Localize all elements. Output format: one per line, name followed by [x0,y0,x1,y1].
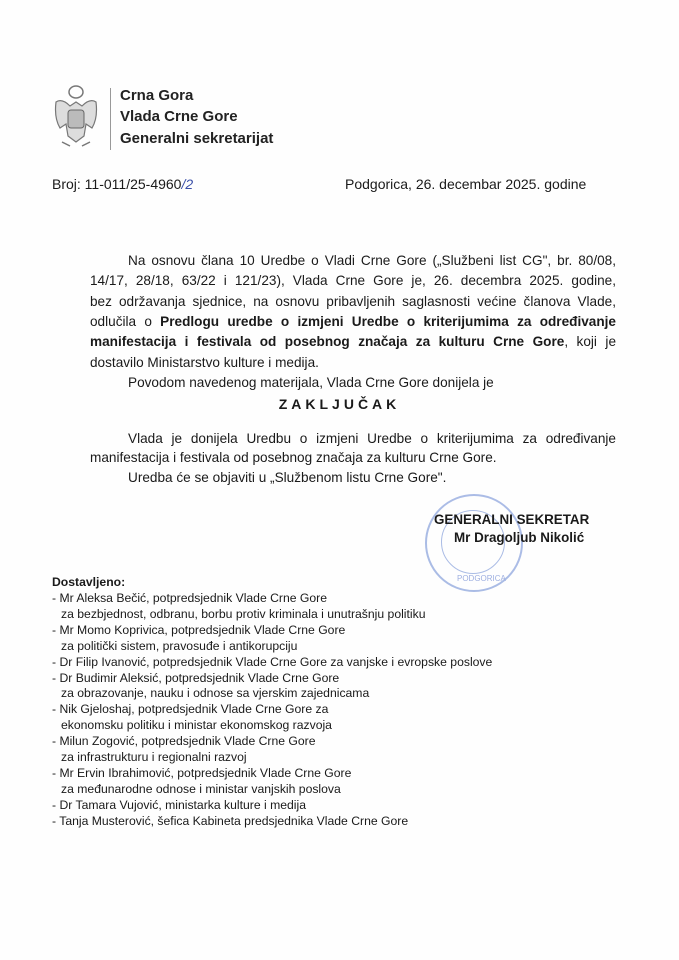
intro-line [90,253,616,268]
distribution-item: za obrazovanje, nauku i odnose sa vjerskim zajednicama [61,686,370,701]
intro-text: dostavilo Ministarstvo kulture i medija. [90,355,319,370]
distribution-heading: Dostavljeno: [52,575,126,589]
intro-line [90,314,616,329]
intro-text: odlučila o [90,314,161,329]
distribution-item: - Dr Filip Ivanović, potpredsjednik Vlade Crne Gore za vanjske i evropske poslove [52,654,493,669]
reference-number: Broj: 11-011/25-4960/2 [52,176,194,192]
header-divider [110,88,111,150]
coat-of-arms-icon [52,84,100,148]
distribution-item: za bezbjednost, odbranu, borbu protiv kriminala i unutrašnju politiku [61,606,426,621]
conclusion-line: Vlada je donijela Uredbu o izmjeni Uredbe o kriterijumima za određivanje [128,431,616,446]
distribution-item: - Dr Tamara Vujović, ministarka kulture i medija [52,797,306,812]
intro-text: bez održavanja sjednice, na osnovu pribavljenih saglasnosti većine članova Vlade, [90,294,616,309]
header-office: Generalni sekretarijat [120,130,274,147]
document-title: ZAKLJUČAK [278,396,401,412]
header-government: Vlada Crne Gore [120,108,238,125]
conclusion-line: Uredba će se objaviti u „Službenom listu Crne Gore". [128,470,447,485]
distribution-item: - Mr Momo Koprivica, potpredsjednik Vlade Crne Gore [52,622,346,637]
intro-line [90,375,616,390]
distribution-item: za međunarodne odnose i ministar vanjskih poslova [61,781,341,796]
intro-text: Na osnovu člana 10 Uredbe o Vladi Crne Gore („Službeni list CG", br. 80/08, [128,253,616,268]
conclusion-line: manifestacija i festivala od posebnog značaja za kulturu Crne Gore. [90,450,497,465]
intro-text: Predlogu uredbe o izmjeni Uredbe o kriterijumima za određivanje [160,314,616,329]
place-date: Podgorica, 26. decembar 2025. godine [345,176,587,192]
intro-text: manifestacija i festivala od posebnog značaja za kulturu Crne Gore [90,334,565,349]
signatory-name: Mr Dragoljub Nikolić [454,530,585,545]
distribution-item: - Milun Zogović, potpredsjednik Vlade Crne Gore [52,734,316,749]
header-country: Crna Gora [120,87,194,104]
signatory-role: GENERALNI SEKRETAR [434,512,590,527]
handwritten-suffix: /2 [181,176,194,192]
intro-text: 14/17, 28/18, 63/22 i 121/23), Vlada Crne Gore je, 26. decembra 2025. godine, [90,273,616,288]
intro-line [90,273,616,288]
intro-line [90,334,616,349]
distribution-item: - Mr Aleksa Bečić, potpredsjednik Vlade Crne Gore [52,591,328,605]
distribution-item: - Dr Budimir Aleksić, potpredsjednik Vlade Crne Gore [52,670,340,685]
intro-text: , koji je [564,334,616,349]
distribution-item: ekonomsku politiku i ministar ekonomskog razvoja [61,718,332,733]
distribution-item: za infrastrukturu i regionalni razvoj [61,750,247,764]
intro-line [90,294,616,309]
distribution-item: - Tanja Musterović, šefica Kabineta predsjednika Vlade Crne Gore [52,813,409,828]
distribution-item: za politički sistem, pravosuđe i antikorupciju [61,638,298,653]
distribution-item: - Nik Gjeloshaj, potpredsjednik Vlade Crne Gore za [52,702,329,717]
official-stamp: PODGORICA [425,494,523,592]
distribution-item: - Mr Ervin Ibrahimović, potpredsjednik Vlade Crne Gore [52,765,352,780]
intro-text: Povodom navedenog materijala, Vlada Crne Gore donijela je [128,375,494,390]
intro-line [90,355,616,370]
